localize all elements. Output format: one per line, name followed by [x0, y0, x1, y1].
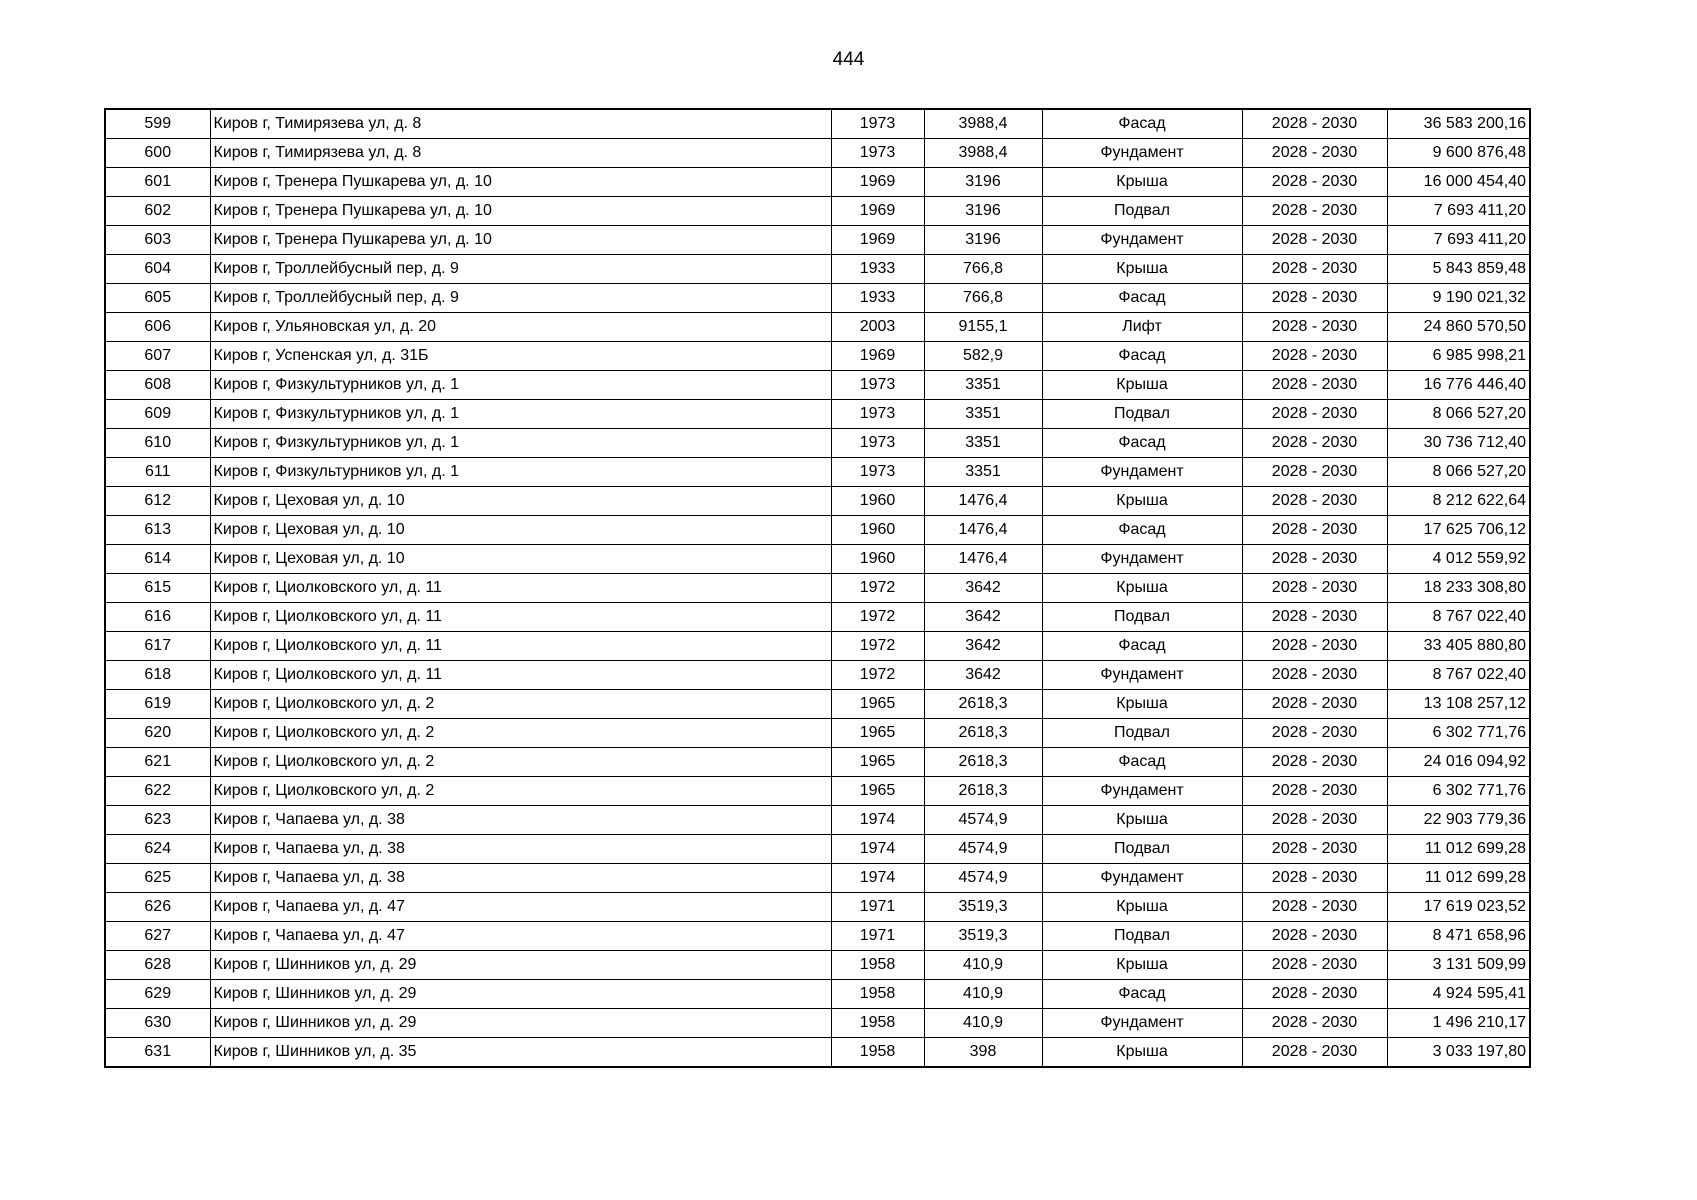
address-cell: Киров г, Ульяновская ул, д. 20: [210, 313, 831, 342]
address-cell: Киров г, Чапаева ул, д. 47: [210, 922, 831, 951]
period-cell: 2028 - 2030: [1242, 1009, 1387, 1038]
cost-cell: 11 012 699,28: [1387, 864, 1530, 893]
cost-cell: 8 471 658,96: [1387, 922, 1530, 951]
work-type-cell: Лифт: [1042, 313, 1242, 342]
cost-cell: 36 583 200,16: [1387, 109, 1530, 139]
address-cell: Киров г, Тренера Пушкарева ул, д. 10: [210, 168, 831, 197]
row-number-cell: 622: [105, 777, 210, 806]
work-type-cell: Фундамент: [1042, 139, 1242, 168]
year-built-cell: 1958: [831, 1009, 924, 1038]
row-number-cell: 602: [105, 197, 210, 226]
work-type-cell: Фасад: [1042, 516, 1242, 545]
row-number-cell: 623: [105, 806, 210, 835]
year-built-cell: 1974: [831, 806, 924, 835]
cost-cell: 3 033 197,80: [1387, 1038, 1530, 1068]
period-cell: 2028 - 2030: [1242, 893, 1387, 922]
area-cell: 3988,4: [924, 109, 1042, 139]
row-number-cell: 620: [105, 719, 210, 748]
table-row: [105, 574, 1530, 603]
work-type-cell: Фасад: [1042, 632, 1242, 661]
period-cell: 2028 - 2030: [1242, 1038, 1387, 1068]
address-cell: Киров г, Физкультурников ул, д. 1: [210, 400, 831, 429]
cost-cell: 8 212 622,64: [1387, 487, 1530, 516]
address-cell: Киров г, Тимирязева ул, д. 8: [210, 109, 831, 139]
cost-cell: 24 016 094,92: [1387, 748, 1530, 777]
period-cell: 2028 - 2030: [1242, 284, 1387, 313]
table-row: [105, 342, 1530, 371]
year-built-cell: 1972: [831, 661, 924, 690]
year-built-cell: 1973: [831, 429, 924, 458]
work-type-cell: Фундамент: [1042, 1009, 1242, 1038]
area-cell: 1476,4: [924, 545, 1042, 574]
cost-cell: 16 776 446,40: [1387, 371, 1530, 400]
period-cell: 2028 - 2030: [1242, 632, 1387, 661]
address-cell: Киров г, Физкультурников ул, д. 1: [210, 429, 831, 458]
area-cell: 3351: [924, 458, 1042, 487]
area-cell: 2618,3: [924, 719, 1042, 748]
work-type-cell: Крыша: [1042, 690, 1242, 719]
row-number-cell: 600: [105, 139, 210, 168]
period-cell: 2028 - 2030: [1242, 574, 1387, 603]
table-row: [105, 690, 1530, 719]
cost-cell: 16 000 454,40: [1387, 168, 1530, 197]
table-row: [105, 748, 1530, 777]
address-cell: Киров г, Цеховая ул, д. 10: [210, 487, 831, 516]
address-cell: Киров г, Тимирязева ул, д. 8: [210, 139, 831, 168]
address-cell: Киров г, Циолковского ул, д. 11: [210, 632, 831, 661]
row-number-cell: 601: [105, 168, 210, 197]
address-cell: Киров г, Физкультурников ул, д. 1: [210, 371, 831, 400]
row-number-cell: 607: [105, 342, 210, 371]
address-cell: Киров г, Цеховая ул, д. 10: [210, 516, 831, 545]
area-cell: 4574,9: [924, 864, 1042, 893]
period-cell: 2028 - 2030: [1242, 342, 1387, 371]
work-type-cell: Фасад: [1042, 748, 1242, 777]
year-built-cell: 1973: [831, 400, 924, 429]
year-built-cell: 1973: [831, 139, 924, 168]
area-cell: 2618,3: [924, 777, 1042, 806]
period-cell: 2028 - 2030: [1242, 545, 1387, 574]
cost-cell: 4 924 595,41: [1387, 980, 1530, 1009]
address-cell: Киров г, Чапаева ул, д. 47: [210, 893, 831, 922]
table-row: [105, 109, 1530, 139]
area-cell: 2618,3: [924, 748, 1042, 777]
table-row: [105, 980, 1530, 1009]
row-number-cell: 616: [105, 603, 210, 632]
period-cell: 2028 - 2030: [1242, 371, 1387, 400]
work-type-cell: Крыша: [1042, 168, 1242, 197]
cost-cell: 11 012 699,28: [1387, 835, 1530, 864]
row-number-cell: 615: [105, 574, 210, 603]
cost-cell: 33 405 880,80: [1387, 632, 1530, 661]
address-cell: Киров г, Циолковского ул, д. 11: [210, 603, 831, 632]
cost-cell: 3 131 509,99: [1387, 951, 1530, 980]
table-row: [105, 284, 1530, 313]
work-type-cell: Фасад: [1042, 284, 1242, 313]
area-cell: 3351: [924, 371, 1042, 400]
cost-cell: 24 860 570,50: [1387, 313, 1530, 342]
address-cell: Киров г, Цеховая ул, д. 10: [210, 545, 831, 574]
year-built-cell: 1965: [831, 748, 924, 777]
cost-cell: 5 843 859,48: [1387, 255, 1530, 284]
table-row: [105, 951, 1530, 980]
area-cell: 410,9: [924, 980, 1042, 1009]
work-type-cell: Крыша: [1042, 487, 1242, 516]
area-cell: 766,8: [924, 255, 1042, 284]
work-type-cell: Фундамент: [1042, 226, 1242, 255]
work-type-cell: Подвал: [1042, 197, 1242, 226]
row-number-cell: 610: [105, 429, 210, 458]
row-number-cell: 608: [105, 371, 210, 400]
area-cell: 1476,4: [924, 516, 1042, 545]
period-cell: 2028 - 2030: [1242, 429, 1387, 458]
table-row: [105, 806, 1530, 835]
work-type-cell: Крыша: [1042, 806, 1242, 835]
row-number-cell: 629: [105, 980, 210, 1009]
period-cell: 2028 - 2030: [1242, 690, 1387, 719]
cost-cell: 4 012 559,92: [1387, 545, 1530, 574]
year-built-cell: 1933: [831, 255, 924, 284]
table-row: [105, 255, 1530, 284]
period-cell: 2028 - 2030: [1242, 168, 1387, 197]
area-cell: 3642: [924, 603, 1042, 632]
address-cell: Киров г, Шинников ул, д. 35: [210, 1038, 831, 1068]
area-cell: 4574,9: [924, 835, 1042, 864]
year-built-cell: 1969: [831, 168, 924, 197]
work-type-cell: Крыша: [1042, 893, 1242, 922]
row-number-cell: 613: [105, 516, 210, 545]
cost-cell: 6 302 771,76: [1387, 777, 1530, 806]
area-cell: 3642: [924, 574, 1042, 603]
year-built-cell: 1960: [831, 516, 924, 545]
cost-cell: 9 600 876,48: [1387, 139, 1530, 168]
period-cell: 2028 - 2030: [1242, 400, 1387, 429]
year-built-cell: 1958: [831, 951, 924, 980]
area-cell: 2618,3: [924, 690, 1042, 719]
area-cell: 3196: [924, 168, 1042, 197]
address-cell: Киров г, Шинников ул, д. 29: [210, 951, 831, 980]
period-cell: 2028 - 2030: [1242, 255, 1387, 284]
area-cell: 582,9: [924, 342, 1042, 371]
table-row: [105, 313, 1530, 342]
work-type-cell: Крыша: [1042, 1038, 1242, 1068]
address-cell: Киров г, Циолковского ул, д. 2: [210, 748, 831, 777]
work-type-cell: Подвал: [1042, 835, 1242, 864]
period-cell: 2028 - 2030: [1242, 951, 1387, 980]
table-row: [105, 603, 1530, 632]
area-cell: 410,9: [924, 1009, 1042, 1038]
area-cell: 398: [924, 1038, 1042, 1068]
table-row: [105, 661, 1530, 690]
row-number-cell: 611: [105, 458, 210, 487]
table-row: [105, 139, 1530, 168]
period-cell: 2028 - 2030: [1242, 197, 1387, 226]
address-cell: Киров г, Циолковского ул, д. 2: [210, 777, 831, 806]
area-cell: 766,8: [924, 284, 1042, 313]
table-row: [105, 922, 1530, 951]
row-number-cell: 626: [105, 893, 210, 922]
cost-cell: 8 767 022,40: [1387, 603, 1530, 632]
row-number-cell: 604: [105, 255, 210, 284]
table-row: [105, 864, 1530, 893]
area-cell: 3196: [924, 226, 1042, 255]
period-cell: 2028 - 2030: [1242, 516, 1387, 545]
table-row: [105, 197, 1530, 226]
period-cell: 2028 - 2030: [1242, 864, 1387, 893]
work-type-cell: Фундамент: [1042, 661, 1242, 690]
address-cell: Киров г, Шинников ул, д. 29: [210, 1009, 831, 1038]
year-built-cell: 1969: [831, 226, 924, 255]
address-cell: Киров г, Чапаева ул, д. 38: [210, 864, 831, 893]
area-cell: 3642: [924, 661, 1042, 690]
table-row: [105, 777, 1530, 806]
row-number-cell: 628: [105, 951, 210, 980]
work-type-cell: Подвал: [1042, 400, 1242, 429]
period-cell: 2028 - 2030: [1242, 806, 1387, 835]
period-cell: 2028 - 2030: [1242, 719, 1387, 748]
table-row: [105, 632, 1530, 661]
address-cell: Киров г, Троллейбусный пер, д. 9: [210, 284, 831, 313]
work-type-cell: Крыша: [1042, 371, 1242, 400]
cost-cell: 8 066 527,20: [1387, 400, 1530, 429]
cost-cell: 13 108 257,12: [1387, 690, 1530, 719]
year-built-cell: 1969: [831, 197, 924, 226]
year-built-cell: 1960: [831, 545, 924, 574]
table-row: [105, 1009, 1530, 1038]
cost-cell: 6 985 998,21: [1387, 342, 1530, 371]
work-type-cell: Фасад: [1042, 980, 1242, 1009]
cost-cell: 17 625 706,12: [1387, 516, 1530, 545]
row-number-cell: 606: [105, 313, 210, 342]
year-built-cell: 2003: [831, 313, 924, 342]
cost-cell: 9 190 021,32: [1387, 284, 1530, 313]
cost-cell: 18 233 308,80: [1387, 574, 1530, 603]
row-number-cell: 624: [105, 835, 210, 864]
year-built-cell: 1971: [831, 922, 924, 951]
year-built-cell: 1973: [831, 458, 924, 487]
table-row: [105, 400, 1530, 429]
work-type-cell: Фасад: [1042, 342, 1242, 371]
work-type-cell: Фундамент: [1042, 777, 1242, 806]
period-cell: 2028 - 2030: [1242, 313, 1387, 342]
address-cell: Киров г, Циолковского ул, д. 2: [210, 690, 831, 719]
address-cell: Киров г, Чапаева ул, д. 38: [210, 835, 831, 864]
table-row: [105, 719, 1530, 748]
period-cell: 2028 - 2030: [1242, 922, 1387, 951]
area-cell: 4574,9: [924, 806, 1042, 835]
registry-table-body: [105, 109, 1530, 1067]
row-number-cell: 627: [105, 922, 210, 951]
cost-cell: 8 767 022,40: [1387, 661, 1530, 690]
table-row: [105, 893, 1530, 922]
period-cell: 2028 - 2030: [1242, 980, 1387, 1009]
row-number-cell: 631: [105, 1038, 210, 1068]
year-built-cell: 1958: [831, 980, 924, 1009]
work-type-cell: Подвал: [1042, 922, 1242, 951]
year-built-cell: 1960: [831, 487, 924, 516]
address-cell: Киров г, Циолковского ул, д. 11: [210, 574, 831, 603]
table-row: [105, 371, 1530, 400]
year-built-cell: 1965: [831, 719, 924, 748]
row-number-cell: 614: [105, 545, 210, 574]
table-row: [105, 429, 1530, 458]
table-row: [105, 835, 1530, 864]
area-cell: 3196: [924, 197, 1042, 226]
year-built-cell: 1972: [831, 632, 924, 661]
address-cell: Киров г, Циолковского ул, д. 2: [210, 719, 831, 748]
row-number-cell: 625: [105, 864, 210, 893]
year-built-cell: 1974: [831, 835, 924, 864]
area-cell: 1476,4: [924, 487, 1042, 516]
work-type-cell: Крыша: [1042, 951, 1242, 980]
work-type-cell: Фундамент: [1042, 545, 1242, 574]
cost-cell: 7 693 411,20: [1387, 226, 1530, 255]
address-cell: Киров г, Физкультурников ул, д. 1: [210, 458, 831, 487]
area-cell: 3351: [924, 400, 1042, 429]
work-type-cell: Фундамент: [1042, 864, 1242, 893]
table-row: [105, 545, 1530, 574]
area-cell: 410,9: [924, 951, 1042, 980]
table-row: [105, 516, 1530, 545]
cost-cell: 1 496 210,17: [1387, 1009, 1530, 1038]
table-row: [105, 226, 1530, 255]
row-number-cell: 617: [105, 632, 210, 661]
table-row: [105, 487, 1530, 516]
row-number-cell: 609: [105, 400, 210, 429]
cost-cell: 30 736 712,40: [1387, 429, 1530, 458]
row-number-cell: 621: [105, 748, 210, 777]
area-cell: 3988,4: [924, 139, 1042, 168]
row-number-cell: 619: [105, 690, 210, 719]
year-built-cell: 1974: [831, 864, 924, 893]
work-type-cell: Фасад: [1042, 429, 1242, 458]
area-cell: 9155,1: [924, 313, 1042, 342]
work-type-cell: Фундамент: [1042, 458, 1242, 487]
address-cell: Киров г, Чапаева ул, д. 38: [210, 806, 831, 835]
period-cell: 2028 - 2030: [1242, 226, 1387, 255]
registry-table: [104, 108, 1531, 1068]
table-row: [105, 458, 1530, 487]
year-built-cell: 1933: [831, 284, 924, 313]
work-type-cell: Крыша: [1042, 255, 1242, 284]
area-cell: 3351: [924, 429, 1042, 458]
address-cell: Киров г, Шинников ул, д. 29: [210, 980, 831, 1009]
row-number-cell: 618: [105, 661, 210, 690]
cost-cell: 8 066 527,20: [1387, 458, 1530, 487]
year-built-cell: 1973: [831, 371, 924, 400]
work-type-cell: Крыша: [1042, 574, 1242, 603]
address-cell: Киров г, Троллейбусный пер, д. 9: [210, 255, 831, 284]
year-built-cell: 1972: [831, 603, 924, 632]
year-built-cell: 1972: [831, 574, 924, 603]
address-cell: Киров г, Циолковского ул, д. 11: [210, 661, 831, 690]
work-type-cell: Подвал: [1042, 603, 1242, 632]
table-row: [105, 168, 1530, 197]
period-cell: 2028 - 2030: [1242, 487, 1387, 516]
year-built-cell: 1969: [831, 342, 924, 371]
period-cell: 2028 - 2030: [1242, 835, 1387, 864]
row-number-cell: 605: [105, 284, 210, 313]
period-cell: 2028 - 2030: [1242, 661, 1387, 690]
year-built-cell: 1965: [831, 690, 924, 719]
year-built-cell: 1973: [831, 109, 924, 139]
area-cell: 3519,3: [924, 922, 1042, 951]
year-built-cell: 1965: [831, 777, 924, 806]
work-type-cell: Подвал: [1042, 719, 1242, 748]
row-number-cell: 630: [105, 1009, 210, 1038]
address-cell: Киров г, Успенская ул, д. 31Б: [210, 342, 831, 371]
address-cell: Киров г, Тренера Пушкарева ул, д. 10: [210, 197, 831, 226]
period-cell: 2028 - 2030: [1242, 777, 1387, 806]
year-built-cell: 1971: [831, 893, 924, 922]
period-cell: 2028 - 2030: [1242, 139, 1387, 168]
area-cell: 3519,3: [924, 893, 1042, 922]
period-cell: 2028 - 2030: [1242, 109, 1387, 139]
page-number: 444: [832, 49, 865, 70]
cost-cell: 6 302 771,76: [1387, 719, 1530, 748]
address-cell: Киров г, Тренера Пушкарева ул, д. 10: [210, 226, 831, 255]
year-built-cell: 1958: [831, 1038, 924, 1068]
row-number-cell: 612: [105, 487, 210, 516]
period-cell: 2028 - 2030: [1242, 748, 1387, 777]
period-cell: 2028 - 2030: [1242, 458, 1387, 487]
period-cell: 2028 - 2030: [1242, 603, 1387, 632]
work-type-cell: Фасад: [1042, 109, 1242, 139]
table-row: [105, 1038, 1530, 1068]
cost-cell: 7 693 411,20: [1387, 197, 1530, 226]
area-cell: 3642: [924, 632, 1042, 661]
cost-cell: 17 619 023,52: [1387, 893, 1530, 922]
cost-cell: 22 903 779,36: [1387, 806, 1530, 835]
row-number-cell: 599: [105, 109, 210, 139]
row-number-cell: 603: [105, 226, 210, 255]
